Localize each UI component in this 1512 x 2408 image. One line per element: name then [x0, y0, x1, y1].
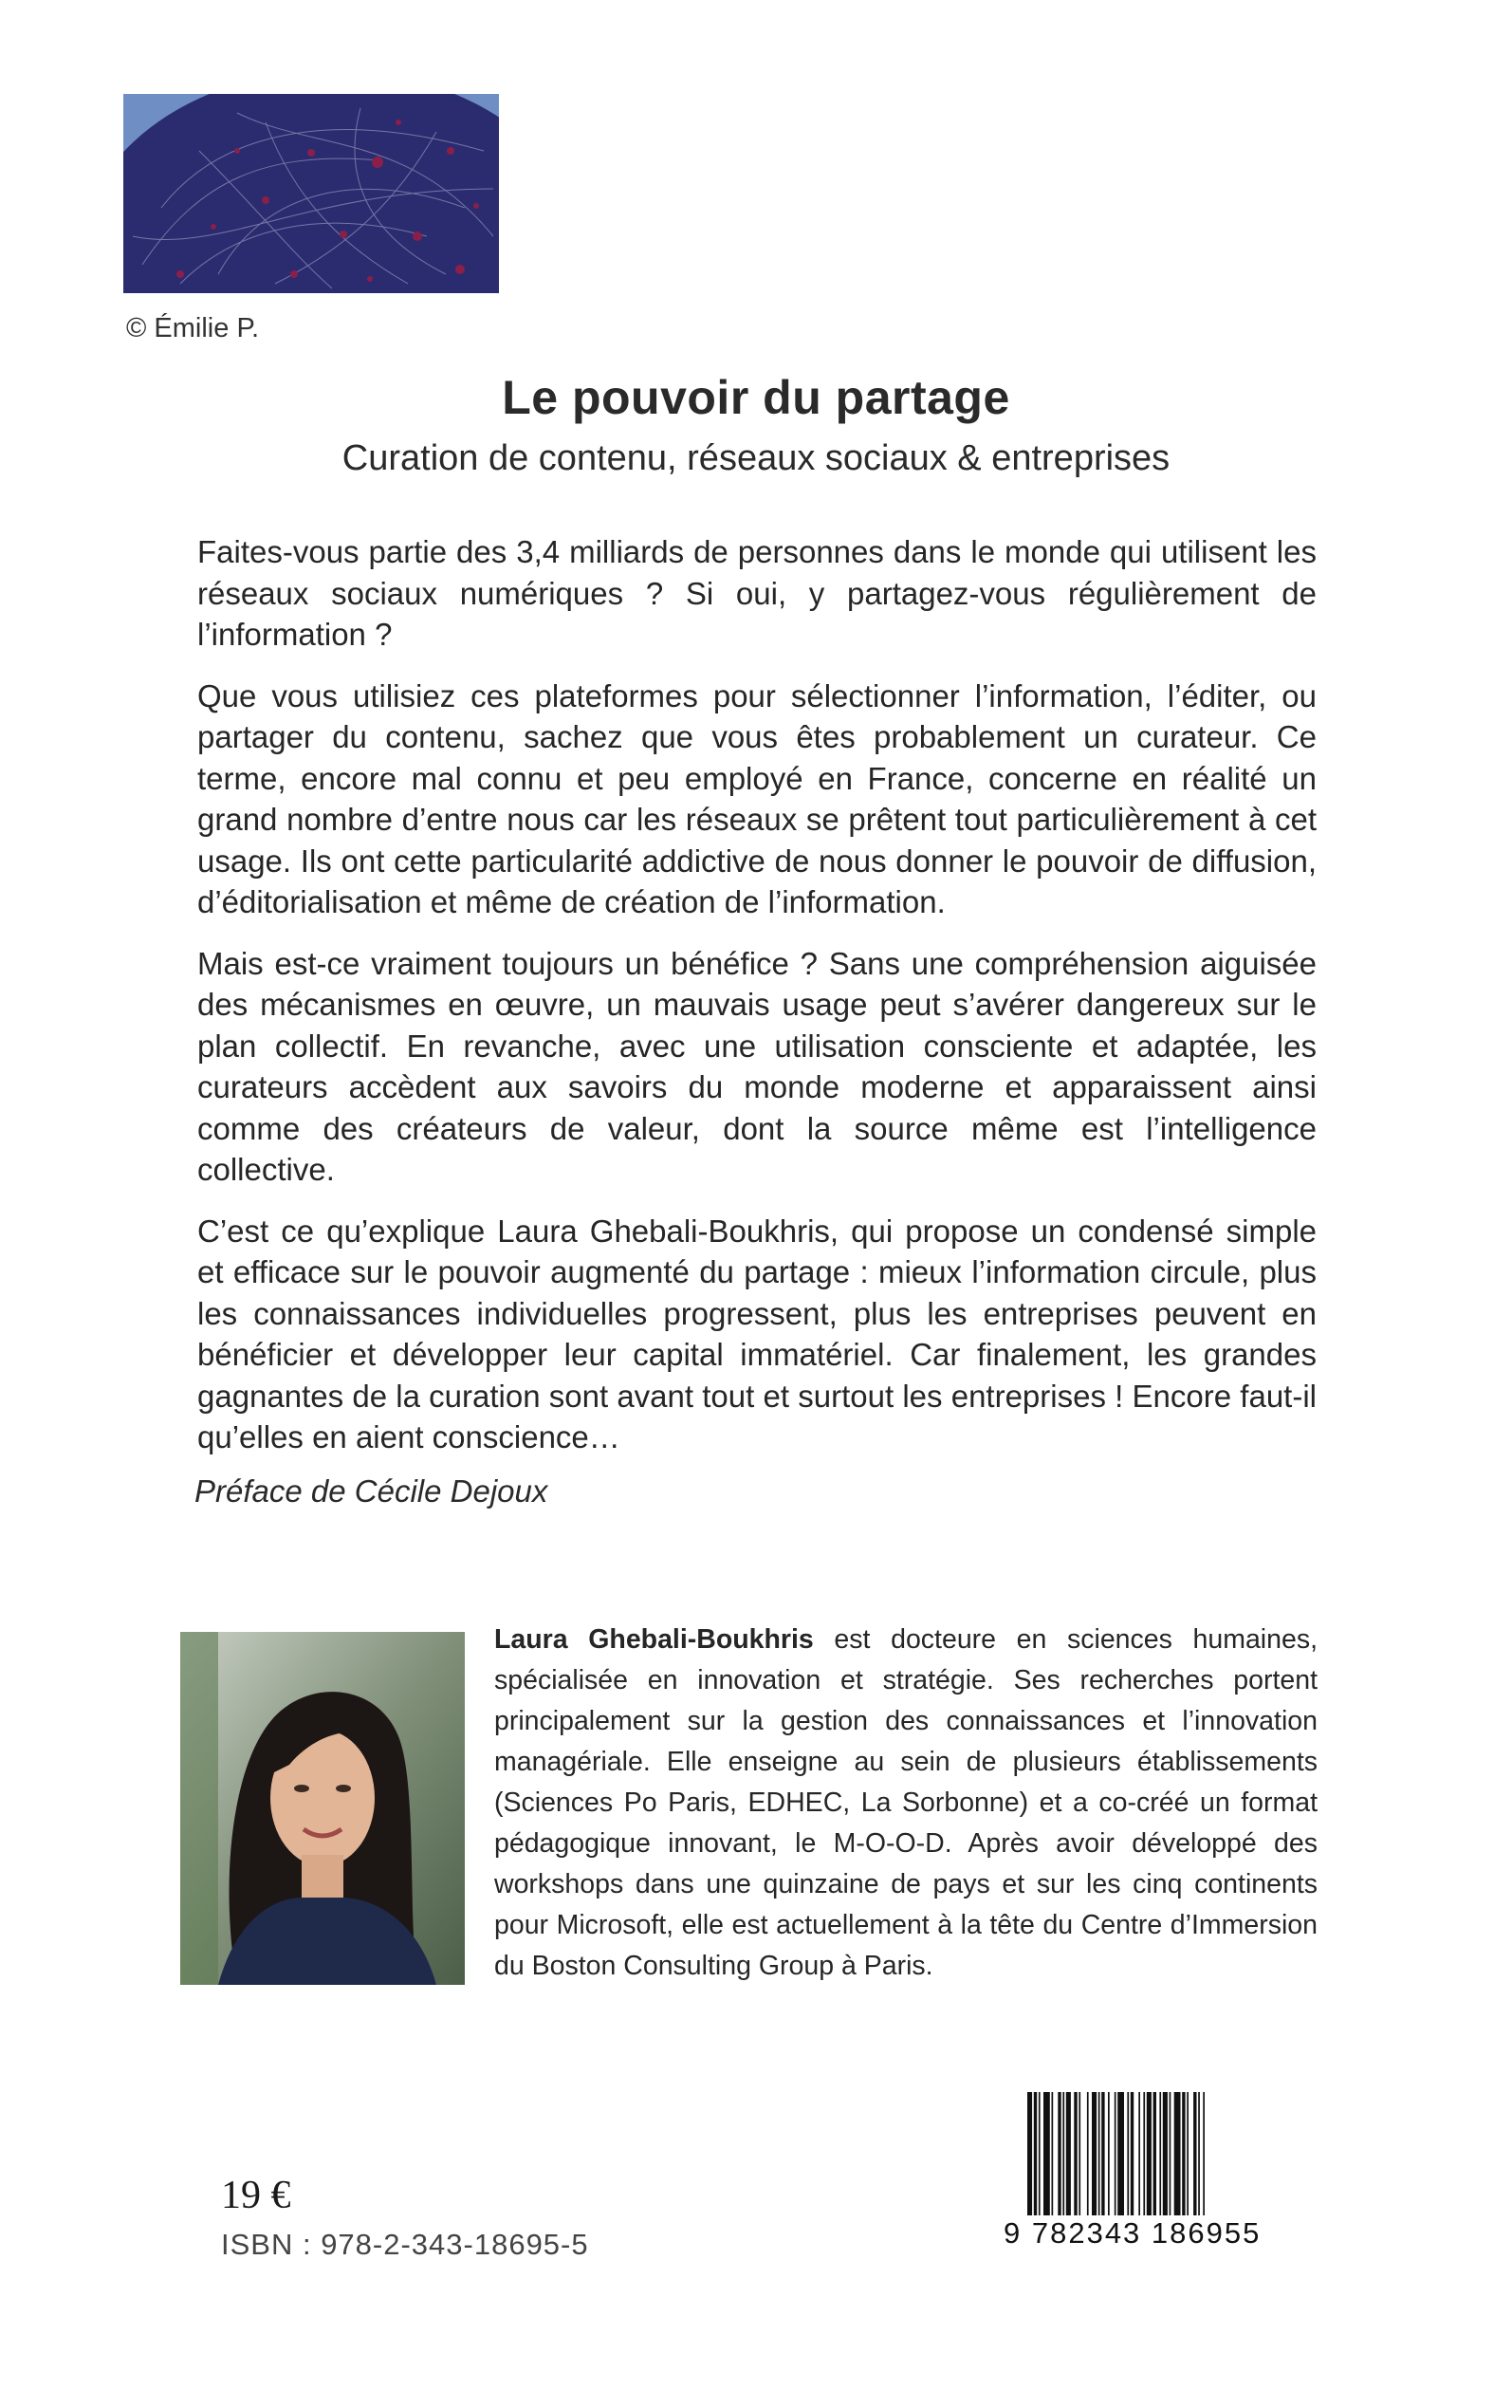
- barcode-bar: [1034, 2092, 1037, 2215]
- barcode-bar: [1187, 2092, 1189, 2215]
- barcode-bar: [1079, 2092, 1080, 2215]
- barcode-bar: [1182, 2092, 1185, 2215]
- barcode-bar: [1098, 2092, 1100, 2215]
- barcode-bar: [1066, 2092, 1071, 2215]
- photo-credit: © Émilie P.: [126, 313, 260, 343]
- price: 19 €: [221, 2174, 291, 2217]
- blurb-paragraph: Mais est-ce vraiment toujours un bénéfice ? Sans une compréhension aiguisée des mécanismes en œuvre, un mauvais usage peut s’avérer dangereux sur le plan collectif. En revanche, avec une utilisation consciente et adaptée, les curateurs accèdent aux savoirs du monde moderne et apparaissent ainsi comme des créateurs de valeur, dont la source même est l’intelligence collective.: [197, 945, 1317, 1187]
- barcode-bar: [1174, 2092, 1181, 2215]
- barcode-bar: [1115, 2092, 1116, 2215]
- barcode-bar: [1153, 2092, 1156, 2215]
- barcode-bar: [1127, 2092, 1129, 2215]
- blurb-paragraph: C’est ce qu’explique Laura Ghebali-Boukhris, qui propose un condensé simple et efficace sur le pouvoir augmenté du partage : mieux l’information circule, plus les connaissances individuelles progressent, plus les entreprises peuvent en bénéficier et développer leur capital immatériel. Car finalement, les grandes gagnantes de la curation sont avant tout et surtout les entreprises ! Encore faut-il qu’elles en aient conscience…: [197, 1213, 1317, 1454]
- barcode-bar: [1062, 2092, 1064, 2215]
- barcode-bar: [1092, 2092, 1097, 2215]
- author-portrait: [180, 1632, 465, 1985]
- blurb-paragraph: Que vous utilisiez ces plateformes pour sélectionner l’information, l’éditer, ou partager du contenu, sachez que vous êtes probablement un curateur. Ce terme, encore mal connu et peu employé en France, concerne en réalité un grand nombre d’entre nous car les réseaux se prêtent tout particulièrement à cet usage. Ils ont cette particularité addictive de nous donner le pouvoir de diffusion, d’éditorialisation et même de création de l’information.: [197, 677, 1317, 919]
- barcode-bar: [1170, 2092, 1171, 2215]
- barcode-bar: [1027, 2092, 1032, 2215]
- barcode-bar: [1101, 2092, 1104, 2215]
- barcode-bar: [1043, 2092, 1050, 2215]
- author-name: Laura Ghebali-Boukhris: [494, 1624, 814, 1655]
- barcode-bar: [1193, 2092, 1196, 2215]
- barcode-bar: [1138, 2092, 1140, 2215]
- barcode-bar: [1198, 2092, 1200, 2215]
- blurb-paragraph: Faites-vous partie des 3,4 milliards de personnes dans le monde qui utilisent les réseaux sociaux numériques ? Si oui, y partagez-vous régulièrement de l’information ?: [197, 534, 1317, 652]
- barcode-bar: [1039, 2092, 1041, 2215]
- barcode-bar: [1203, 2092, 1205, 2215]
- barcode-bar: [1052, 2092, 1054, 2215]
- barcode-bar: [1058, 2092, 1060, 2215]
- cover-network-illustration: [123, 94, 499, 293]
- barcode-bar: [1143, 2092, 1145, 2215]
- barcode-bar: [1117, 2092, 1124, 2215]
- barcode-bar: [1159, 2092, 1161, 2215]
- barcode-bar: [1087, 2092, 1089, 2215]
- author-bio-text: est docteure en sciences humaines, spécialisée en innovation et stratégie. Ses recherches portent principalement sur la gestion des connaissances et l’innovation managériale. Elle enseigne au sein de plusieurs établissements (Sciences Po Paris, EDHEC, La Sorbonne) et a co-créé un format pédagogique innovant, le M-O-O-D. Après avoir développé des workshops dans une quinzaine de pays et sur les cinq continents pour Microsoft, elle est actuellement à la tête du Centre d’Immersion du Boston Consulting Group à Paris.: [494, 1624, 1318, 1981]
- preface-credit: Préface de Cécile Dejoux: [194, 1473, 548, 1509]
- book-title: Le pouvoir du partage: [502, 371, 1010, 424]
- author-bio: [494, 1620, 1318, 1987]
- barcode-bar: [1108, 2092, 1110, 2215]
- isbn: ISBN : 978-2-343-18695-5: [221, 2228, 589, 2261]
- barcode-bar: [1163, 2092, 1168, 2215]
- barcode-digits: 9 782343 186955: [1004, 2216, 1262, 2250]
- blurb: [197, 531, 1317, 1478]
- book-subtitle: Curation de contenu, réseaux sociaux & entreprises: [341, 438, 1171, 478]
- barcode-bar: [1147, 2092, 1152, 2215]
- barcode-bar: [1131, 2092, 1134, 2215]
- barcode-bar: [1074, 2092, 1077, 2215]
